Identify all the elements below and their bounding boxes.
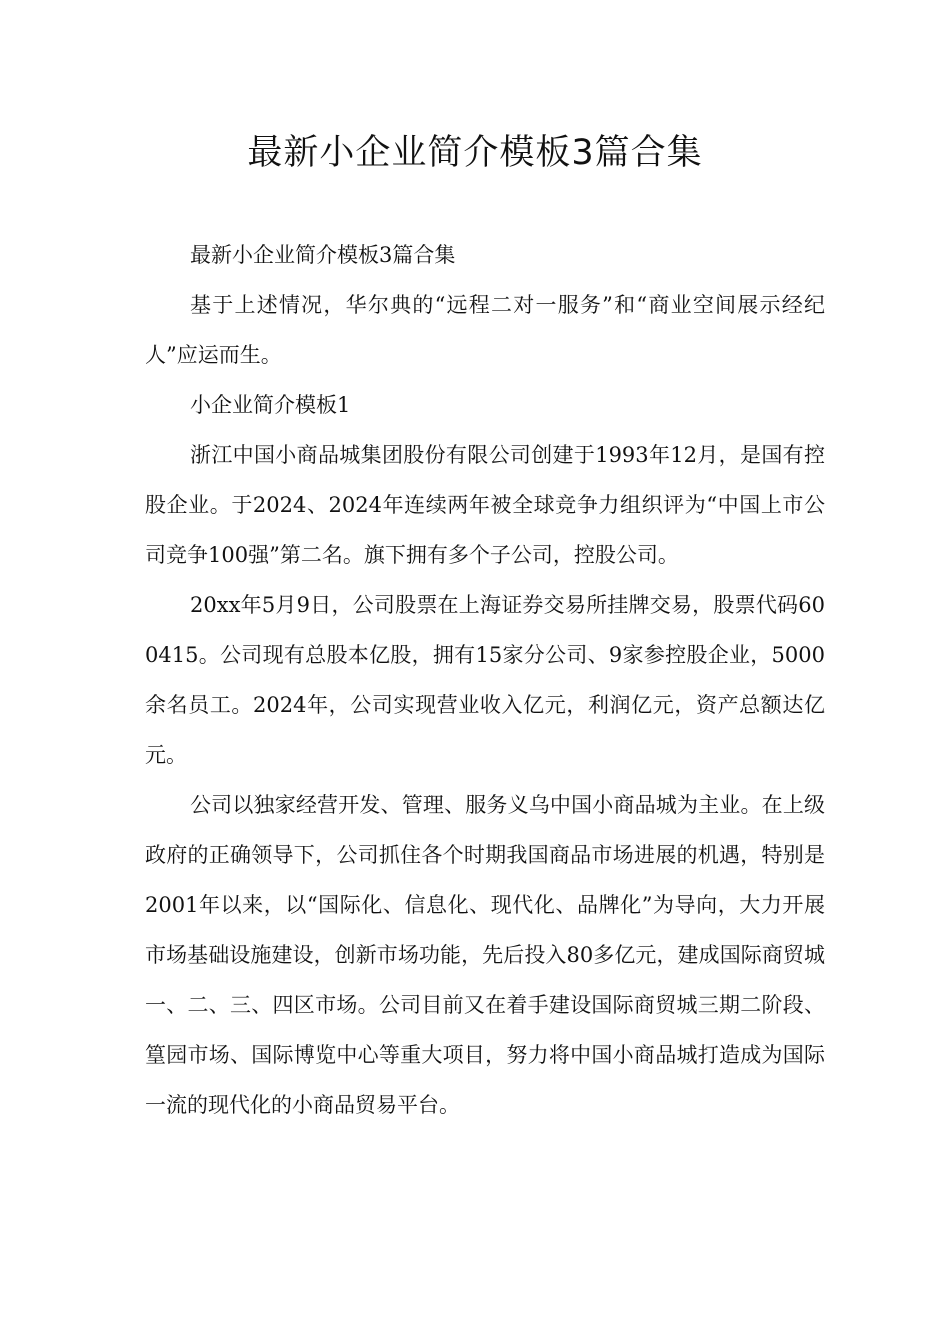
paragraph-stock-listing: 20xx年5月9日，公司股票在上海证券交易所挂牌交易，股票代码600415。公司现有总股本亿股，拥有15家分公司、9家参控股企业，5000余名员工。2024年，公司实现营业收入亿元，利润亿元，资产总额达亿元。 [145,593,825,767]
document-body [145,230,825,1130]
paragraph-business-scope: 公司以独家经营开发、管理、服务义乌中国小商品城为主业。在上级政府的正确领导下，公司抓住各个时期我国商品市场进展的机遇，特别是2001年以来，以“国际化、信息化、现代化、品牌化”为导向，大力开展市场基础设施建设，创新市场功能，先后投入80多亿元，建成国际商贸城一、二、三、四区市场。公司目前又在着手建设国际商贸城三期二阶段、篁园市场、国际博览中心等重大项目，努力将中国小商品城打造成为国际一流的现代化的小商品贸易平台。 [145,793,825,1117]
paragraph-template-heading: 小企业简介模板1 [190,393,351,417]
document-title: 最新小企业简介模板3篇合集 [247,133,703,173]
paragraph-subtitle: 最新小企业简介模板3篇合集 [190,243,456,267]
paragraph-intro: 基于上述情况，华尔典的“远程二对一服务”和“商业空间展示经纪人”应运而生。 [145,293,825,367]
paragraph-company-history: 浙江中国小商品城集团股份有限公司创建于1993年12月，是国有控股企业。于2024、2024年连续两年被全球竞争力组织评为“中国上市公司竞争100强”第二名。旗下拥有多个子公司，控股公司。 [145,443,825,567]
